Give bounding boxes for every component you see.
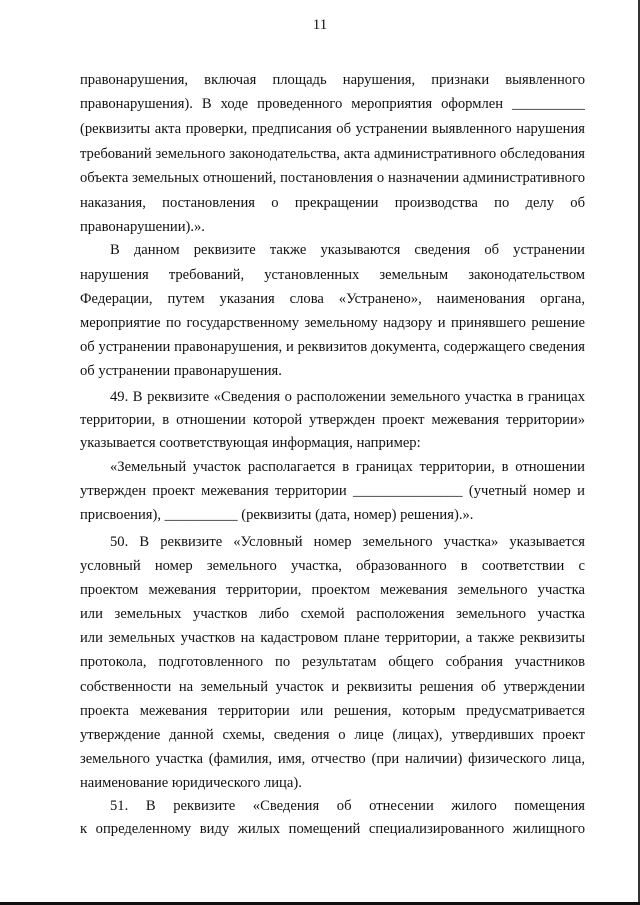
text-line: или земельных участков на кадастровом плане территории, а также реквизиты	[80, 630, 585, 646]
text-line: В данном реквизите также указываются сведения об устранении	[110, 242, 585, 258]
text-line: правонарушения, включая площадь нарушения, признаки выявленного	[80, 72, 585, 88]
text-line: правонарушения). В ходе проведенного мероприятия оформлен __________	[80, 96, 585, 112]
text-line: территории, в отношении которой утвержден проект межевания территории»	[80, 412, 585, 428]
text-line: требований земельного законодательства, акта административного обследования	[80, 146, 585, 162]
text-line: об устранении правонарушения.	[80, 363, 282, 379]
text-line: наименование юридического лица).	[80, 775, 302, 791]
text-line: утверждение данной схемы, сведения о лице (лицах), утвердивших проект	[80, 727, 585, 743]
text-line: указывается соответствующая информация, например:	[80, 435, 421, 451]
text-line: собственности на земельный участок и реквизиты решения об утверждении	[80, 679, 585, 695]
text-line: об устранении правонарушения, и реквизитов документа, содержащего сведения	[80, 339, 585, 355]
text-line: 49. В реквизите «Сведения о расположении земельного участка в границах	[110, 389, 585, 405]
text-line: 50. В реквизите «Условный номер земельного участка» указывается	[110, 534, 585, 550]
text-line: нарушения требований, установленных земельным законодательством	[80, 267, 585, 283]
text-line: присвоения), __________ (реквизиты (дата, номер) решения).».	[80, 507, 474, 523]
text-line: «Земельный участок располагается в границах территории, в отношении	[110, 459, 585, 475]
text-line: протокола, подготовленного по результатам общего собрания участников	[80, 654, 585, 670]
text-line: Федерации, путем указания слова «Устранено», наименования органа,	[80, 291, 585, 307]
text-line: объекта земельных отношений, постановления о назначении административного	[80, 170, 585, 186]
text-line: условный номер земельного участка, образованного в соответствии с	[80, 558, 585, 574]
text-line: земельного участка (фамилия, имя, отчество (при наличии) физического лица,	[80, 751, 585, 767]
text-line: к определенному виду жилых помещений специализированного жилищного	[80, 821, 585, 837]
text-line: наказания, постановления о прекращении производства по делу об	[80, 195, 585, 211]
text-line: правонарушении).».	[80, 219, 205, 235]
text-line: (реквизиты акта проверки, предписания об устранении выявленного нарушения	[80, 121, 585, 137]
text-line: 51. В реквизите «Сведения об отнесении жилого помещения	[110, 798, 585, 814]
text-line: проекта межевания территории или решения, которым предусматривается	[80, 703, 585, 719]
text-line: мероприятие по государственному земельному надзору и принявшего решение	[80, 315, 585, 331]
text-line: утвержден проект межевания территории _______________ (учетный номер и	[80, 483, 585, 499]
text-line: или земельных участков либо схемой расположения земельного участка	[80, 606, 585, 622]
page-number: 11	[312, 17, 328, 33]
text-line: проектом межевания территории, проектом межевания земельного участка	[80, 582, 585, 598]
